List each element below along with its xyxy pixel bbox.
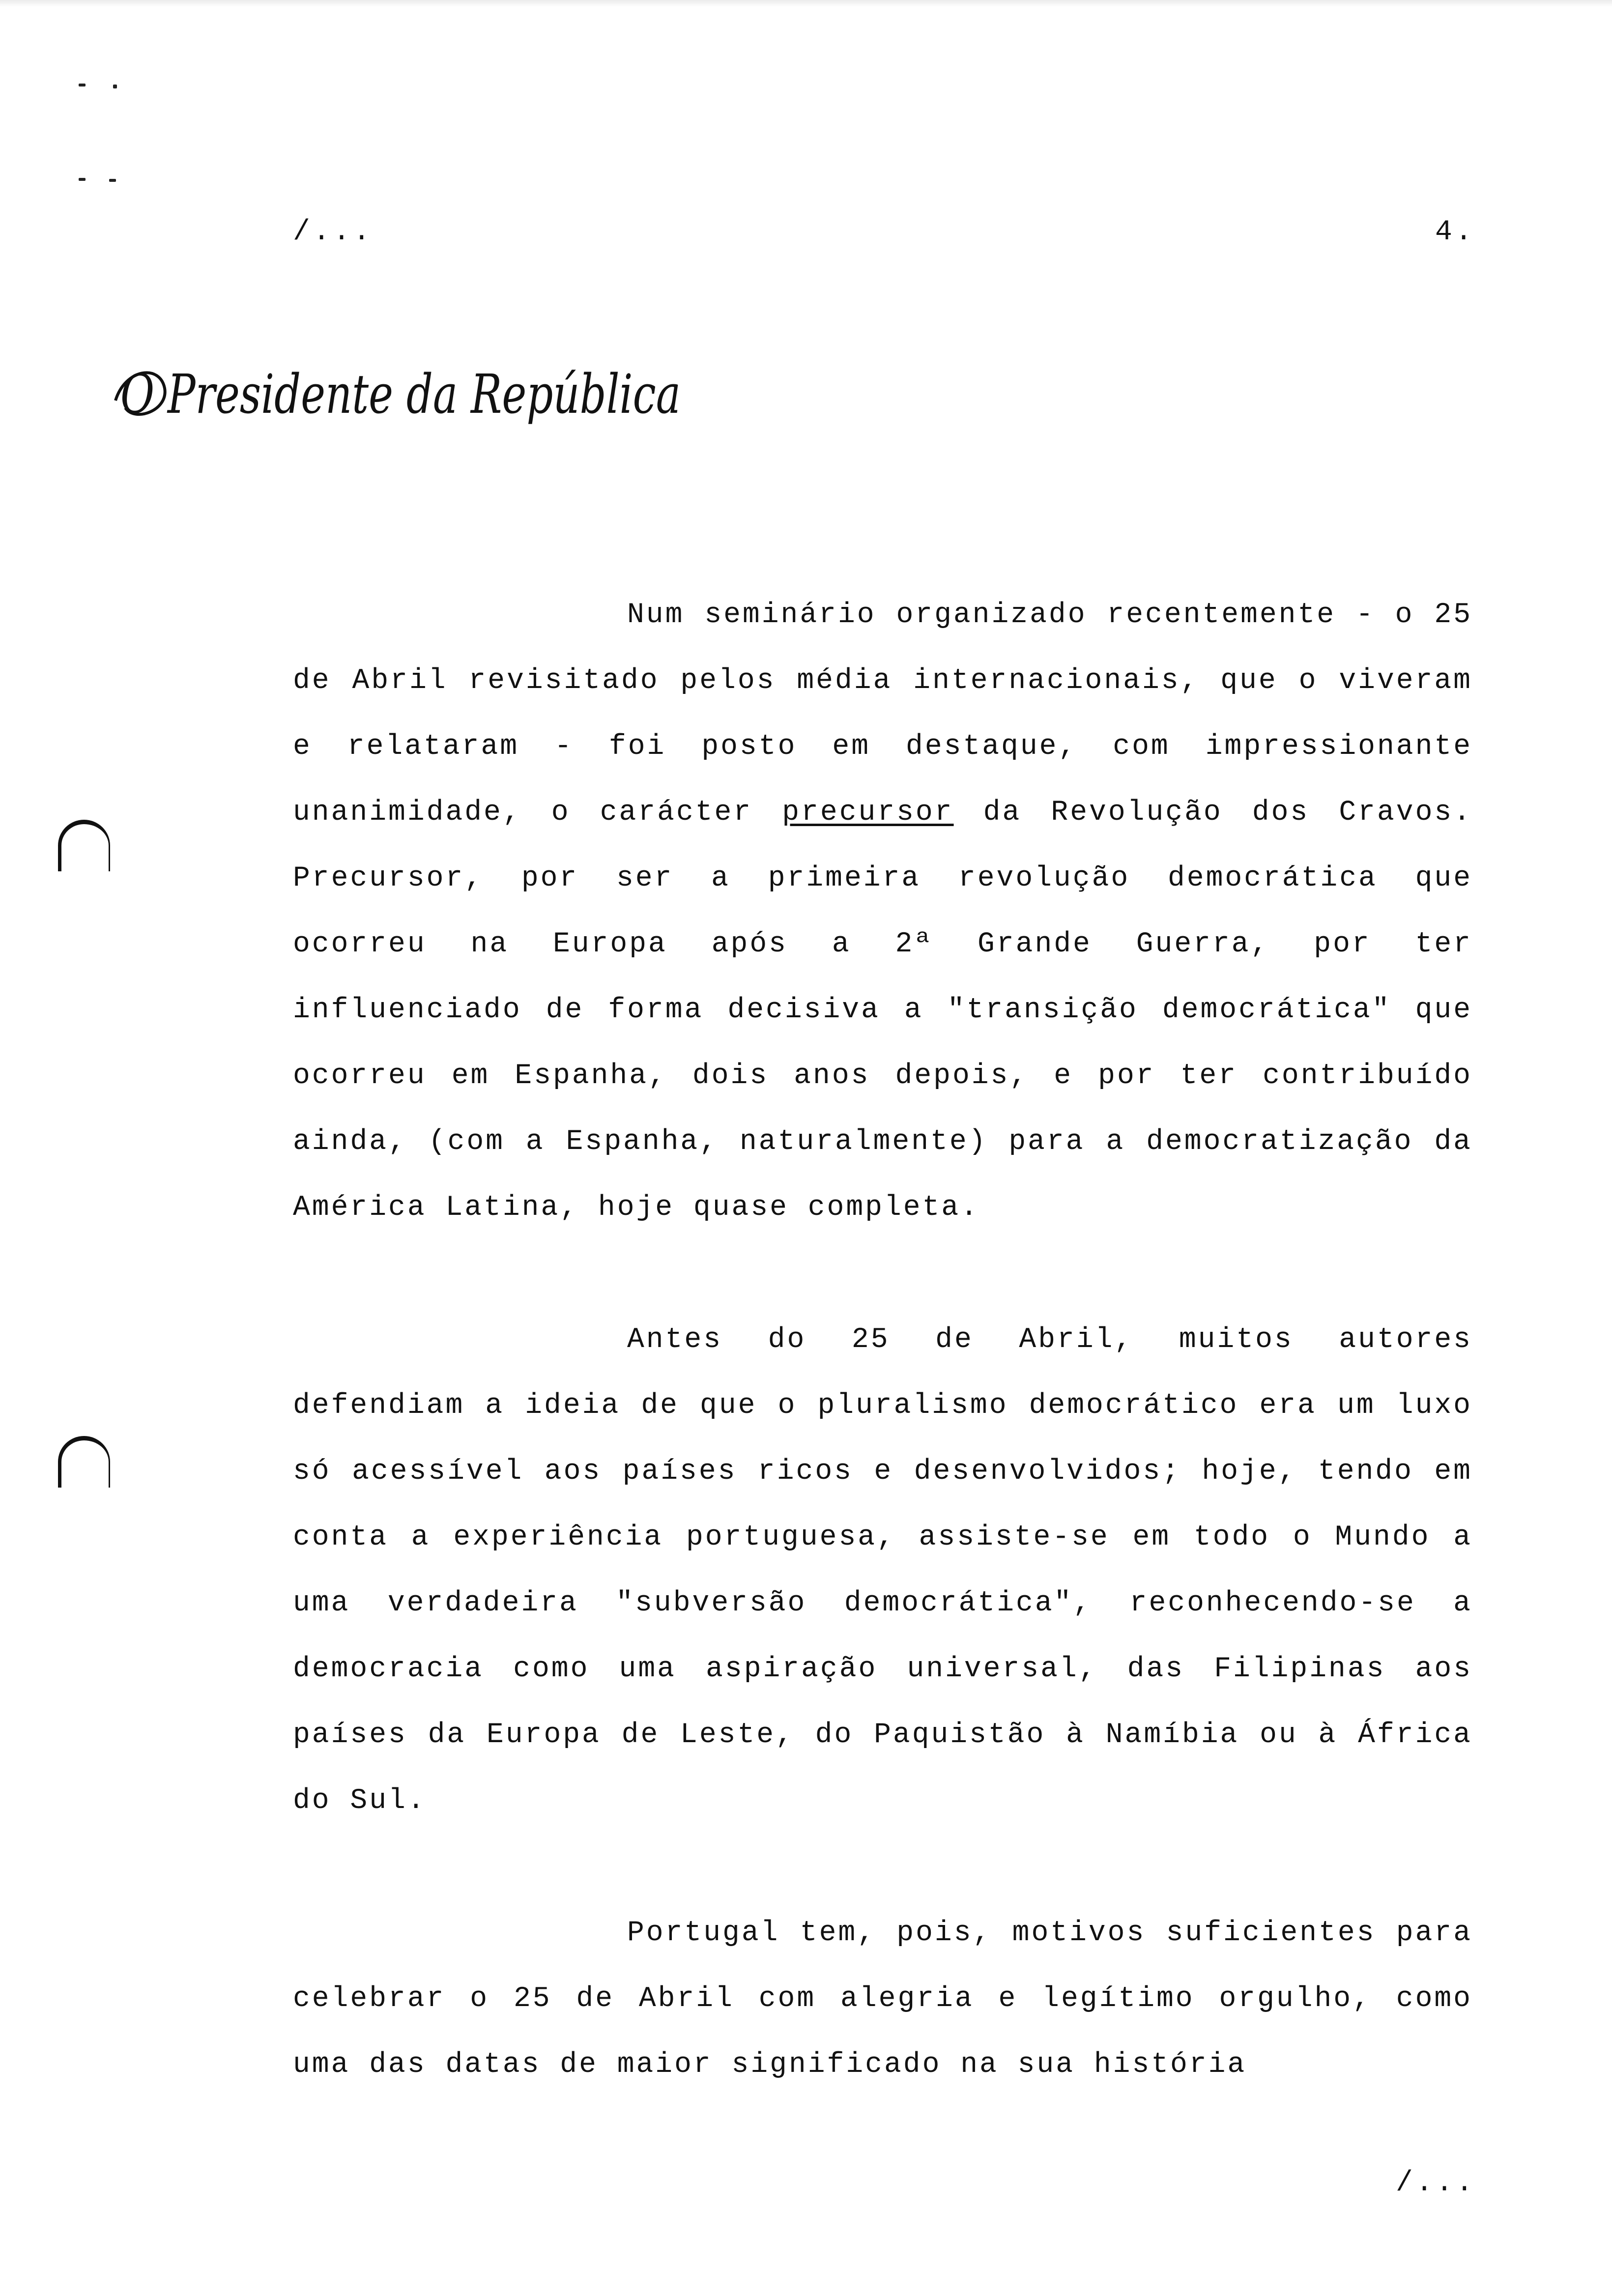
underlined-word: precursor <box>782 797 954 829</box>
punch-hole-mark <box>58 820 110 871</box>
paragraph <box>293 582 1472 1241</box>
page-number: 4. <box>1435 216 1475 248</box>
footer-continuation-mark: /... <box>1396 2167 1476 2199</box>
paragraph-text: da Revolução dos Cravos. Precursor, por ser a primeira revolução democrática que ocorreu na Europa após a 2ª Grande Guerra, por ter influenciado de forma decisiva a "transição democrática" que ocorreu em Espanha, dois anos depois, e por ter contribuído ainda, (com a Espanha, naturalmente) para a democratização da América Latina, hoje quase completa. <box>293 797 1472 1224</box>
paragraph-text: Num seminário organizado recentemente - o 25 de Abril revisitado pelos média internacionais, que o viveram e relataram - foi posto em destaque, com impressionante unanimidade, o carácter <box>293 599 1472 829</box>
scan-speck <box>79 84 86 86</box>
scan-edge <box>0 0 1612 7</box>
paragraph: Portugal tem, pois, motivos suficientes para celebrar o 25 de Abril com alegria e legítimo orgulho, como uma das datas de maior significado na sua história <box>293 1917 1472 2081</box>
letter-body <box>293 582 1472 2164</box>
scan-speck <box>113 85 117 88</box>
scan-speck <box>79 178 86 181</box>
punch-hole-mark <box>58 1436 110 1488</box>
letterhead-text: O Presidente da República <box>120 363 681 426</box>
scan-speck <box>109 179 116 182</box>
paragraph: Antes do 25 de Abril, muitos autores defendiam a ideia de que o pluralismo democrático era um luxo só acessível aos países ricos e desenvolvidos; hoje, tendo em conta a experiência portuguesa, assiste-se em todo o Mundo a uma verdadeira "subversão democrática", reconhecendo-se a democracia como uma aspiração universal, das Filipinas aos países da Europa de Leste, do Paquistão à Namíbia ou à África do Sul. <box>293 1324 1472 1817</box>
header-continuation-mark: /... <box>293 216 374 248</box>
letterhead-script-logo <box>106 354 695 437</box>
